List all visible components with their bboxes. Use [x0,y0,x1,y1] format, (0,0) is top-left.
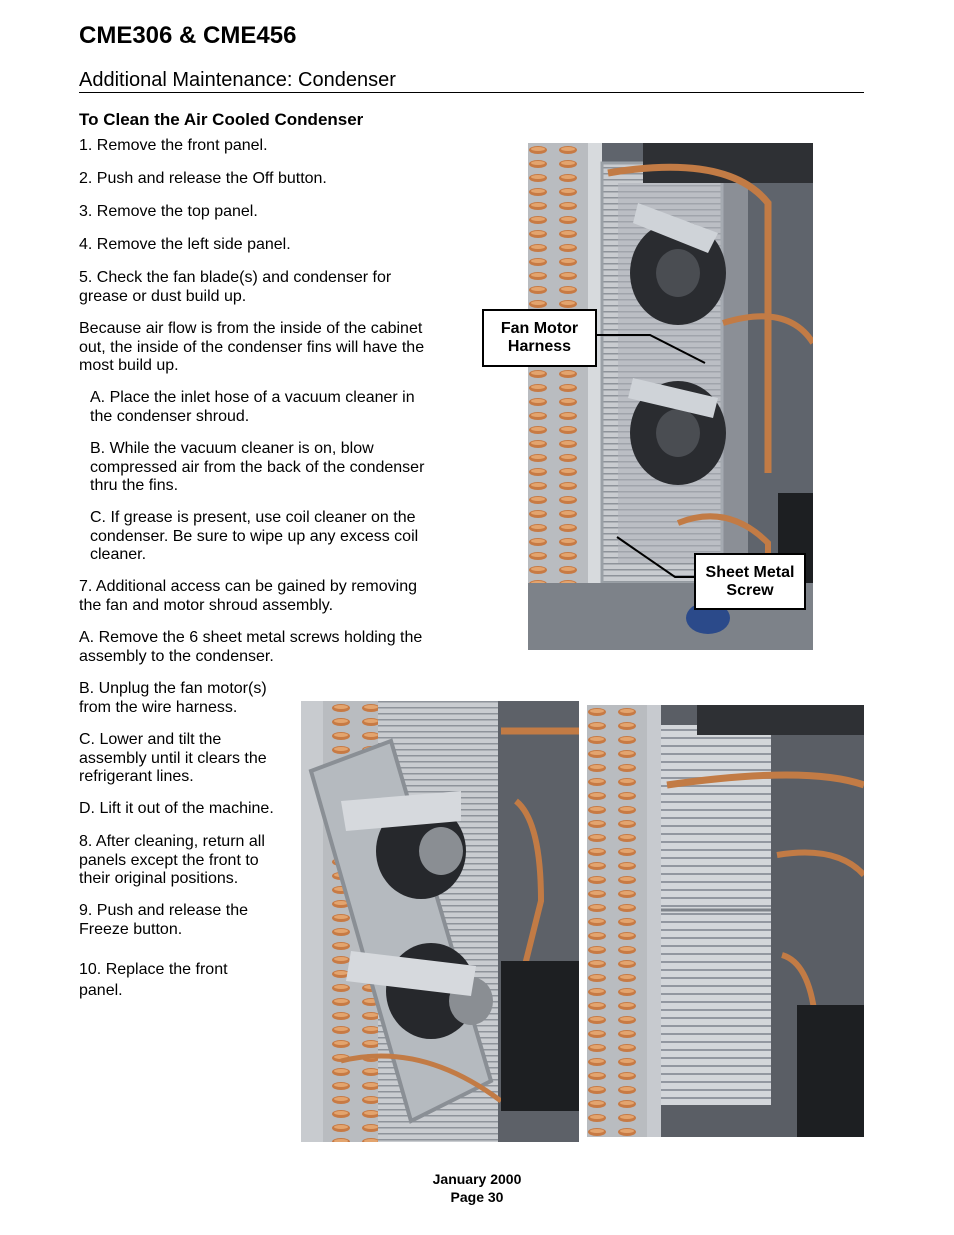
step-3: 3. Remove the top panel. [79,203,258,220]
step-7-d: D. Lift it out of the machine. [79,800,274,817]
fan-motor-harness-callout: Fan Motor Harness [482,309,597,367]
step-2: 2. Push and release the Off button. [79,170,327,187]
page-footer [0,1170,954,1206]
title-divider [79,92,864,93]
condenser-exposed-photo [587,705,864,1137]
document-title: CME306 & CME456 [79,22,297,49]
step-4: 4. Remove the left side panel. [79,236,291,253]
step-9: 9. Push and release the Freeze button. [79,902,249,938]
section-title: Additional Maintenance: Condenser [79,69,396,91]
step-5: 5. Check the fan blade(s) and condenser for grease or dust build up. [79,269,392,305]
step-7-b: B. Unplug the fan motor(s) from the wire harness. [79,680,267,716]
step-8: 8. After cleaning, return all panels except the front to their original positions. [79,833,265,887]
substep-c: C. If grease is present, use coil cleaner on the condenser. Be sure to wipe up any excess coil cleaner. [90,509,419,563]
step-1: 1. Remove the front panel. [79,137,268,154]
callout-leader-lines [590,325,710,585]
sheet-metal-screw-callout: Sheet Metal Screw [694,553,806,610]
procedure-heading: To Clean the Air Cooled Condenser [79,110,364,129]
step-7-c: C. Lower and tilt the assembly until it clears the refrigerant lines. [79,731,267,785]
fan-assembly-tilted-photo [301,701,579,1142]
footer-page-number: Page 30 [450,1189,504,1205]
step-10: 10. Replace the front panel. [79,961,228,999]
step-7: 7. Additional access can be gained by removing the fan and motor shroud assembly. [79,578,417,614]
step-7-a: A. Remove the 6 sheet metal screws holding the assembly to the condenser. [79,629,423,665]
substep-a: A. Place the inlet hose of a vacuum cleaner in the condenser shroud. [90,389,415,425]
footer-date: January 2000 [432,1171,522,1187]
airflow-note: Because air flow is from the inside of the cabinet out, the inside of the condenser fins will have the most build up. [79,320,425,374]
substep-b: B. While the vacuum cleaner is on, blow compressed air from the back of the condenser thru the fins. [90,440,425,494]
